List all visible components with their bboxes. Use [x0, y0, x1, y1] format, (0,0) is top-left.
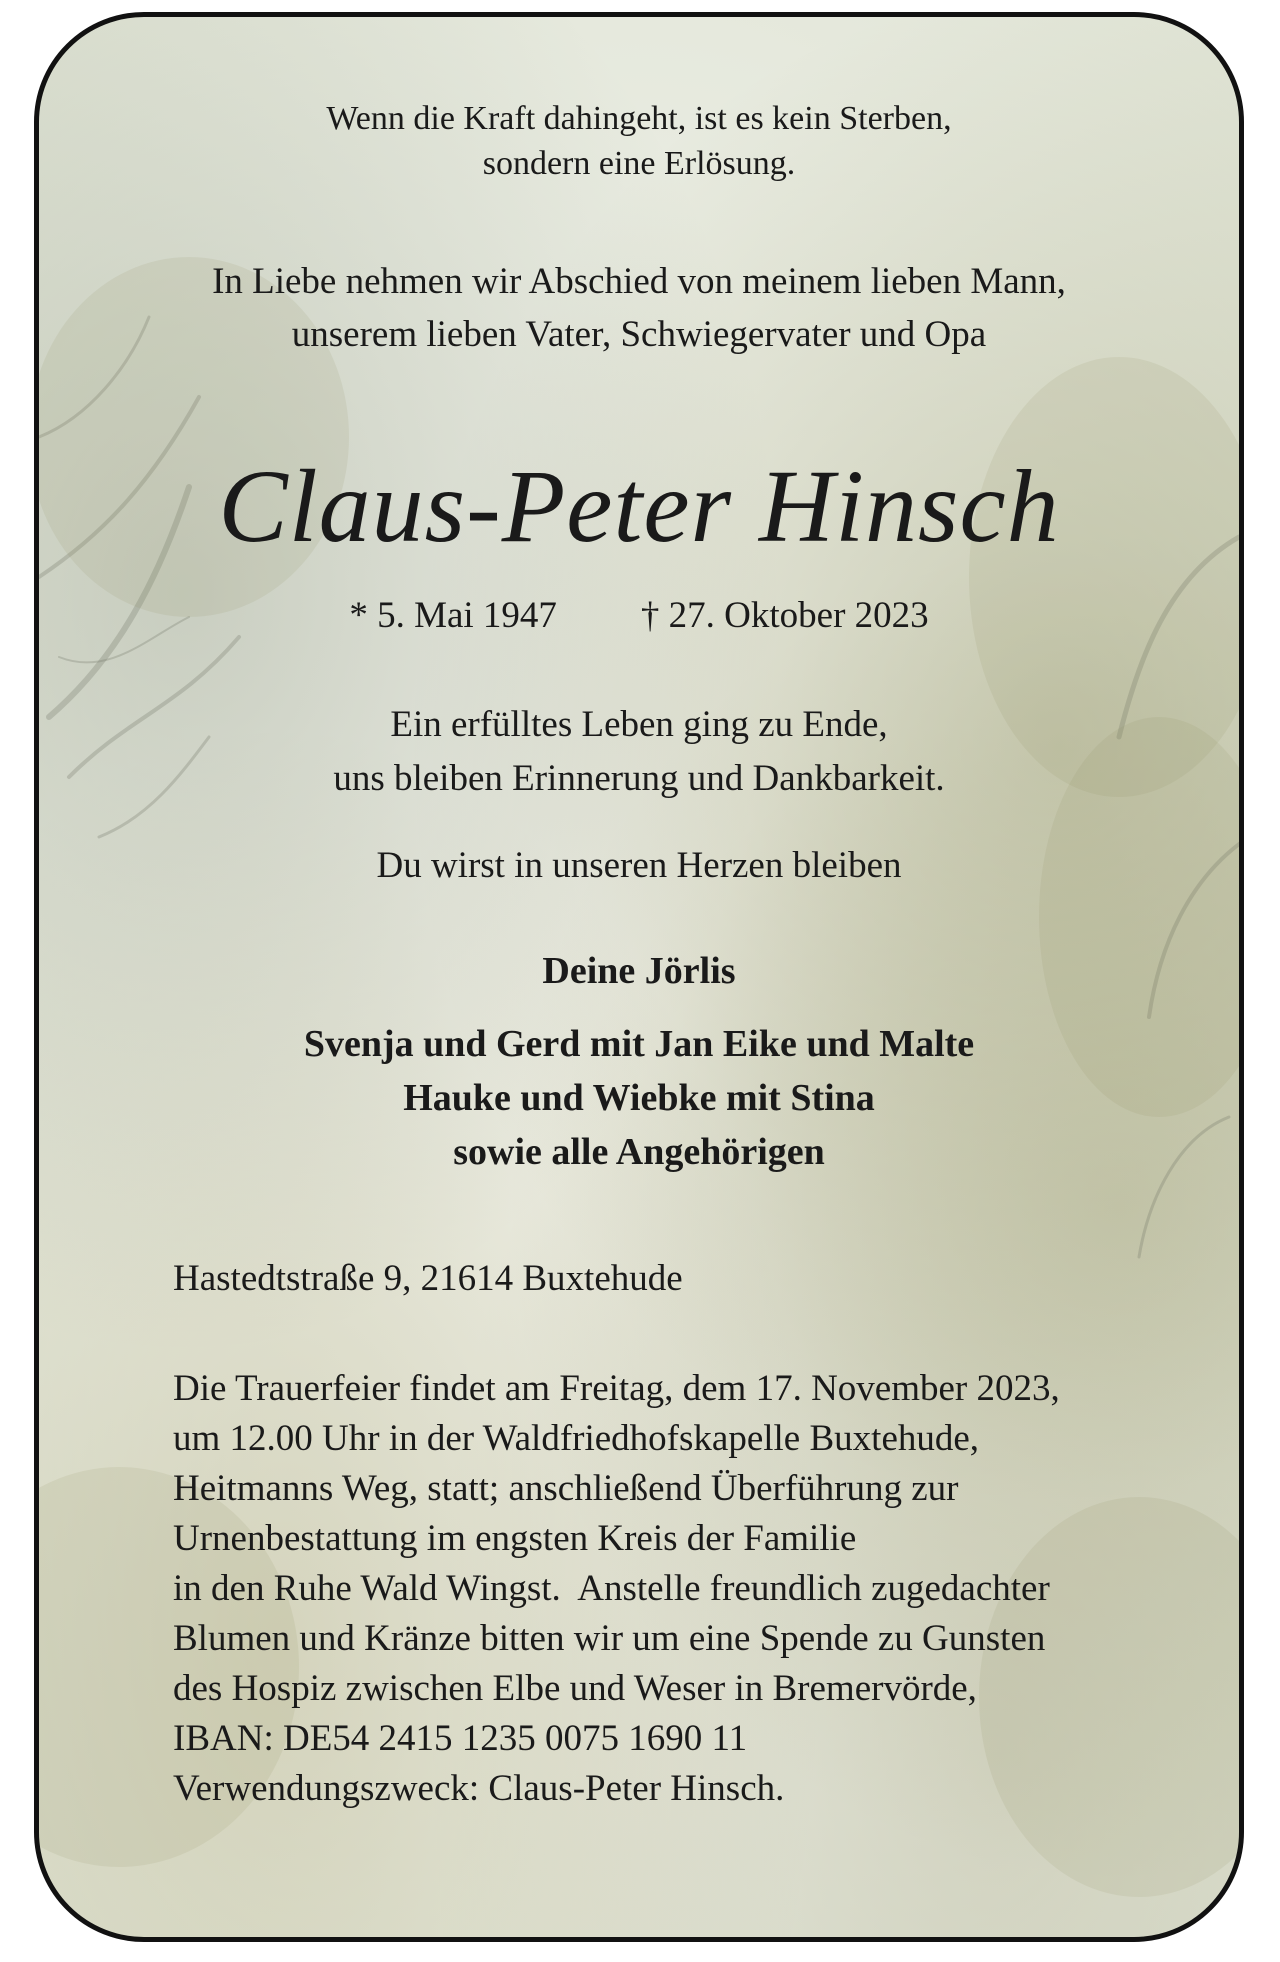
verse-line-1: Ein erfülltes Leben ging zu Ende,	[390, 704, 888, 745]
verse-line-2: uns bleiben Erinnerung und Dankbarkeit.	[333, 758, 945, 799]
death-date: † 27. Oktober 2023	[640, 595, 929, 636]
funeral-notice-line: Verwendungszweck: Claus-Peter Hinsch.	[173, 1768, 785, 1809]
intro-line-2: unserem lieben Vater, Schwiegervater und Opa	[291, 314, 987, 355]
mourner-line-2: Hauke und Wiebke mit Stina	[403, 1077, 875, 1119]
funeral-notice-line: Urnenbestattung im engsten Kreis der Familie	[173, 1518, 857, 1559]
intro-line-1: In Liebe nehmen wir Abschied von meinem lieben Mann,	[212, 261, 1066, 302]
quote-line-2: sondern eine Erlösung.	[482, 145, 796, 182]
funeral-notice	[173, 1364, 1060, 1814]
mourner-line-3: sowie alle Angehörigen	[453, 1131, 825, 1173]
funeral-notice-line: IBAN: DE54 2415 1235 0075 1690 11	[173, 1718, 748, 1759]
deceased-name: Claus-Peter Hinsch	[218, 449, 1060, 564]
address: Hastedtstraße 9, 21614 Buxtehude	[173, 1258, 683, 1299]
quote-line-1: Wenn die Kraft dahingeht, ist es kein Sterben,	[326, 100, 952, 137]
life-dates	[39, 594, 1239, 637]
funeral-notice-line: um 12.00 Uhr in der Waldfriedhofskapelle Buxtehude,	[173, 1418, 980, 1459]
obituary-card	[34, 12, 1244, 1942]
funeral-notice-line: des Hospiz zwischen Elbe und Weser in Bremervörde,	[173, 1668, 977, 1709]
funeral-notice-line: Die Trauerfeier findet am Freitag, dem 17. November 2023,	[173, 1368, 1060, 1409]
mourner-spouse: Deine Jörlis	[542, 950, 736, 992]
funeral-notice-line: in den Ruhe Wald Wingst. Anstelle freundlich zugedachter	[173, 1568, 1050, 1609]
funeral-notice-line: Heitmanns Weg, statt; anschließend Überführung zur	[173, 1468, 959, 1509]
birth-date: * 5. Mai 1947	[349, 595, 557, 636]
funeral-notice-line: Blumen und Kränze bitten wir um eine Spende zu Gunsten	[173, 1618, 1046, 1659]
mourner-line-1: Svenja und Gerd mit Jan Eike und Malte	[303, 1023, 975, 1065]
verse-line-3: Du wirst in unseren Herzen bleiben	[376, 845, 902, 886]
